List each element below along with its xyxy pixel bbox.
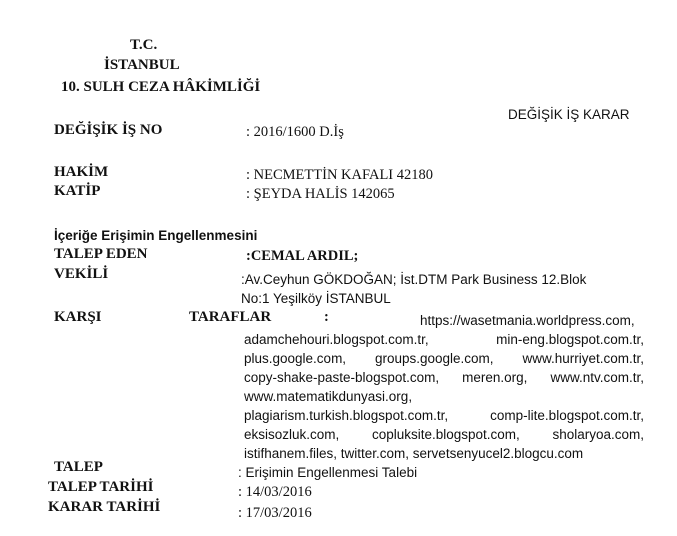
request-date-label: TALEP TARİHİ [48,479,154,495]
header-city: İSTANBUL [104,57,180,73]
opposing-line [244,369,644,386]
decision-type: DEĞİŞİK İŞ KARAR [508,107,630,122]
judge-label: HAKİM [54,164,109,180]
attorney-address-line1: :Av.Ceyhun GÖKDOĞAN; İst.DTM Park Business 12.Blok [241,272,587,287]
case-no-label: DEĞİŞİK İŞ NO [54,122,163,138]
judge-value: : NECMETTİN KAFALI 42180 [246,167,434,183]
request-value: : Erişimin Engellenmesi Talebi [238,465,418,480]
opposing-url: sholaryoa.com, [552,427,644,442]
opposing-url: plus.google.com, [244,351,347,366]
requester-value: :CEMAL ARDIL; [246,248,359,264]
requester-label: TALEP EDEN [54,246,148,262]
opposing-line: www.matematikdunyasi.org, [244,389,413,404]
opposing-url: eksisozluk.com, [244,427,340,442]
attorney-address-line2: No:1 Yeşilköy İSTANBUL [241,291,391,306]
opposing-url: www.ntv.com.tr, [550,370,644,385]
decision-date-value: : 17/03/2016 [238,505,312,521]
opposing-label-parties: TARAFLAR [189,309,272,325]
opposing-url: meren.org, [462,370,528,385]
opposing-line: istifhanem.files, twitter.com, servetsenyucel2.blogcu.com [244,446,584,461]
opposing-line [244,331,644,348]
opposing-line [244,350,644,367]
opposing-line [244,407,644,424]
opposing-url: adamchehouri.blogspot.com.tr, [244,332,429,347]
opposing-url: copluksite.blogspot.com, [371,427,520,442]
opposing-line [244,426,644,443]
opposing-label: KARŞI [54,309,102,325]
decision-date-label: KARAR TARİHİ [48,499,161,515]
opposing-url: groups.google.com, [374,351,494,366]
header-tc: T.C. [130,37,158,53]
opposing-url: min-eng.blogspot.com.tr, [496,332,644,347]
header-court: 10. SULH CEZA HÂKİMLİĞİ [61,79,261,95]
case-no-value: : 2016/1600 D.İş [246,124,344,140]
request-label: TALEP [54,459,103,475]
clerk-value: : ŞEYDA HALİS 142065 [246,186,395,202]
attorney-label: VEKİLİ [54,266,109,282]
opposing-line: https://wasetmania.worldpress.com, [420,313,635,328]
opposing-url: www.hurriyet.com.tr, [522,351,644,366]
opposing-url: comp-lite.blogspot.com.tr, [490,408,644,423]
opposing-colon: : [324,309,329,325]
opposing-url: plagiarism.turkish.blogspot.com.tr, [244,408,449,423]
subject-heading: İçeriğe Erişimin Engellenmesini [54,228,258,243]
opposing-url: copy-shake-paste-blogspot.com, [244,370,440,385]
request-date-value: : 14/03/2016 [238,484,312,500]
clerk-label: KATİP [54,183,101,199]
